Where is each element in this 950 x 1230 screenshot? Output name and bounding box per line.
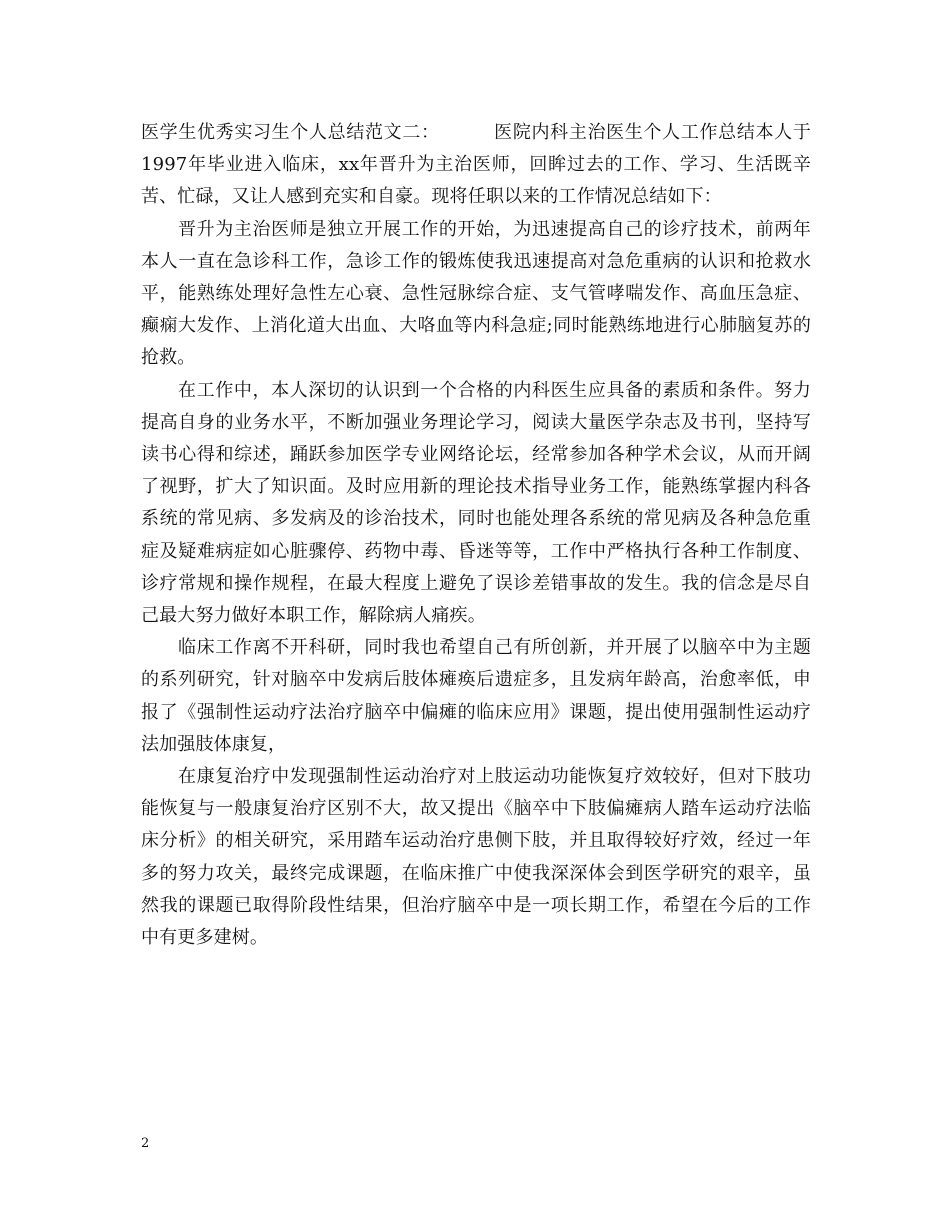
- intro-heading: 医院内科主治医生个人工作总结本人于: [493, 122, 811, 143]
- document-body: [141, 117, 811, 954]
- paragraph-promotion: 晋升为主治医师是独立开展工作的开始，为迅速提高自己的诊疗技术，前两年本人一直在急诊科工作，急诊工作的锻炼使我迅速提高对急危重病的认识和抢救水平，能熟练处理好急性左心衰、急性冠脉综合症、支气管哮喘发作、高血压急症、癫痫大发作、上消化道大出血、大咯血等内科急症;同时能熟练地进行心肺脑复苏的抢救。: [141, 218, 811, 369]
- page-number: 2: [141, 1136, 150, 1151]
- intro-paragraph: [141, 117, 811, 214]
- intro-body: 1997年毕业进入临床，xx年晋升为主治医师，回眸过去的工作、学习、生活既辛苦、忙碌，又让人感到充实和自豪。现将任职以来的工作情况总结如下：: [141, 154, 811, 208]
- paragraph-professional-development: 在工作中，本人深切的认识到一个合格的内科医生应具备的素质和条件。努力提高自身的业务水平，不断加强业务理论学习，阅读大量医学杂志及书刊，坚持写读书心得和综述，踊跃参加医学专业网络论坛，经常参加各种学术会议，从而开阔了视野，扩大了知识面。及时应用新的理论技术指导业务工作，能熟练掌握内科各系统的常见病、多发病及的诊治技术，同时也能处理各系统的常见病及各种急危重症及疑难病症如心脏骤停、药物中毒、昏迷等等，工作中严格执行各种工作制度、诊疗常规和操作规程，在最大程度上避免了误诊差错事故的发生。我的信念是尽自己最大努力做好本职工作，解除病人痛疾。: [141, 379, 811, 627]
- paragraph-clinical-research: 临床工作离不开科研，同时我也希望自己有所创新，并开展了以脑卒中为主题的系列研究，针对脑卒中发病后肢体瘫痪后遗症多，且发病年龄高，治愈率低，申报了《强制性运动疗法治疗脑卒中偏瘫的临床应用》课题，提出使用强制性运动疗法加强肢体康复，: [141, 637, 811, 755]
- paragraph-rehabilitation-research: 在康复治疗中发现强制性运动治疗对上肢运动功能恢复疗效较好，但对下肢功能恢复与一般康复治疗区别不大，故又提出《脑卒中下肢偏瘫病人踏车运动疗法临床分析》的相关研究，采用踏车运动治疗患侧下肢，并且取得较好疗效，经过一年多的努力攻关，最终完成课题，在临床推广中使我深深体会到医学研究的艰辛，虽然我的课题已取得阶段性结果，但治疗脑卒中是一项长期工作，希望在今后的工作中有更多建树。: [141, 766, 811, 949]
- intro-title: 医学生优秀实习生个人总结范文二：: [141, 122, 440, 143]
